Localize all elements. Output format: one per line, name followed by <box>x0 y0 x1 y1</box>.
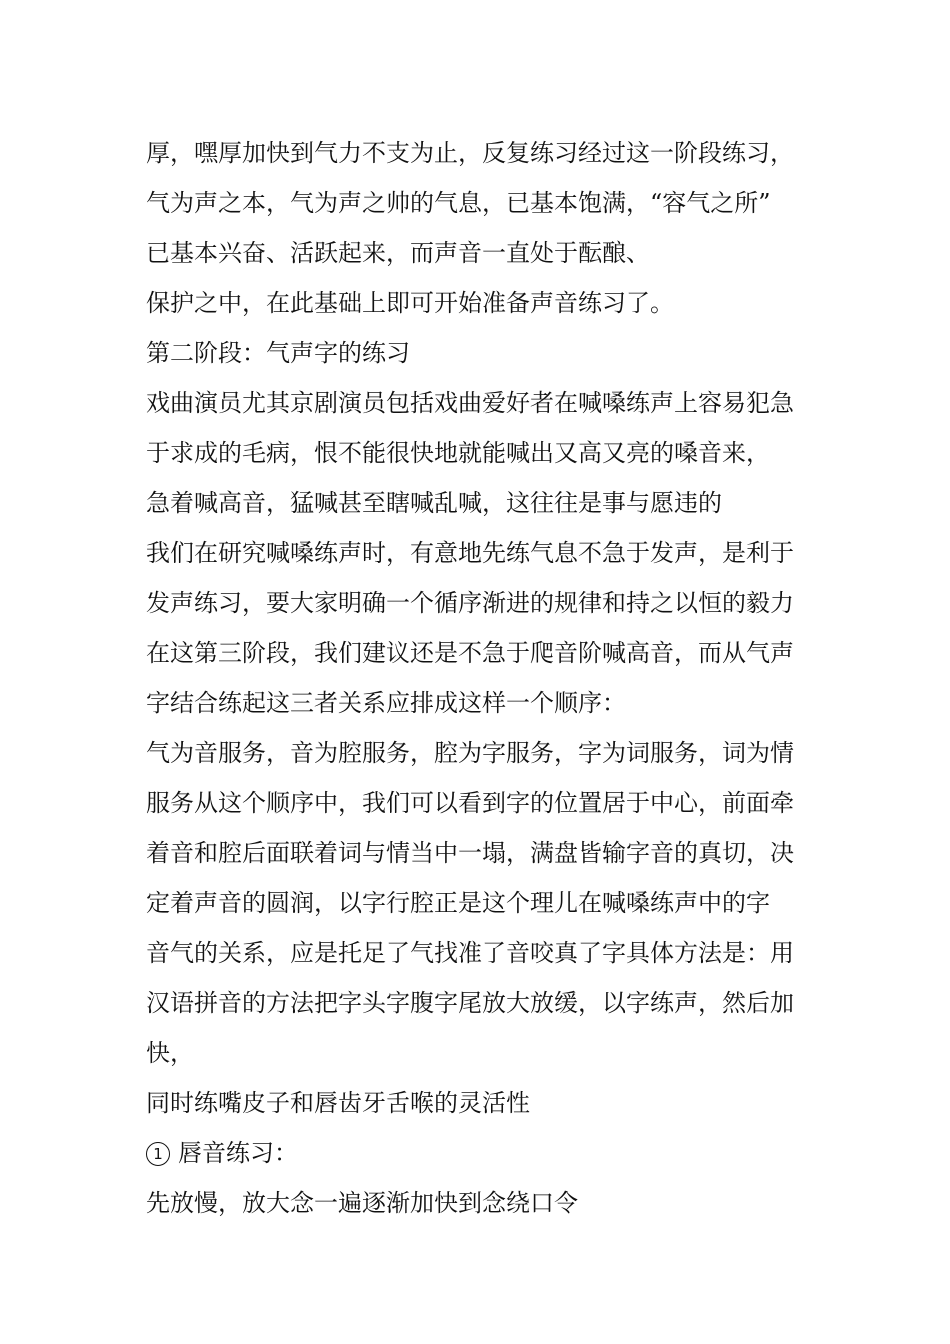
text-line: 厚，嘿厚加快到气力不支为止，反复练习经过这一阶段练习， <box>146 139 794 167</box>
text-line: 已基本兴奋、活跃起来，而声音一直处于酝酿、 <box>146 239 650 267</box>
text-line: 快， <box>146 1039 194 1067</box>
text-line: 字结合练起这三者关系应排成这样一个顺序： <box>146 689 626 717</box>
text-line: 先放慢，放大念一遍逐渐加快到念绕口令 <box>146 1189 578 1217</box>
body-text <box>146 128 816 1228</box>
circled-number-marker: 1 <box>146 1142 170 1166</box>
list-item <box>146 1128 816 1178</box>
text-line: 服务从这个顺序中，我们可以看到字的位置居于中心，前面牵 <box>146 789 794 817</box>
text-line: 戏曲演员尤其京剧演员包括戏曲爱好者在喊嗓练声上容易犯急 <box>146 389 794 417</box>
section-heading: 第二阶段：气声字的练习 <box>146 339 410 367</box>
text-line: 我们在研究喊嗓练声时，有意地先练气息不急于发声，是利于 <box>146 539 794 567</box>
text-line: 气为音服务，音为腔服务，腔为字服务，字为词服务，词为情 <box>146 739 794 767</box>
text-line: 急着喊高音，猛喊甚至瞎喊乱喊，这往往是事与愿违的 <box>146 489 722 517</box>
text-line: 保护之中，在此基础上即可开始准备声音练习了。 <box>146 289 674 317</box>
text-line: 着音和腔后面联着词与情当中一塌，满盘皆输字音的真切，决 <box>146 839 794 867</box>
text-line: 气为声之本，气为声之帅的气息，已基本饱满，“容气之所” <box>146 189 771 217</box>
text-line: 发声练习，要大家明确一个循序渐进的规律和持之以恒的毅力 <box>146 589 794 617</box>
text-line: 同时练嘴皮子和唇齿牙舌喉的灵活性 <box>146 1089 530 1117</box>
text-line: 音气的关系，应是托足了气找准了音咬真了字具体方法是：用 <box>146 939 794 967</box>
text-line: 在这第三阶段，我们建议还是不急于爬音阶喊高音，而从气声 <box>146 639 794 667</box>
list-item-text: 唇音练习： <box>178 1139 298 1167</box>
text-line: 于求成的毛病，恨不能很快地就能喊出又高又亮的嗓音来， <box>146 439 770 467</box>
text-line: 定着声音的圆润，以字行腔正是这个理儿在喊嗓练声中的字 <box>146 889 770 917</box>
text-line: 汉语拼音的方法把字头字腹字尾放大放缓，以字练声，然后加 <box>146 989 794 1017</box>
